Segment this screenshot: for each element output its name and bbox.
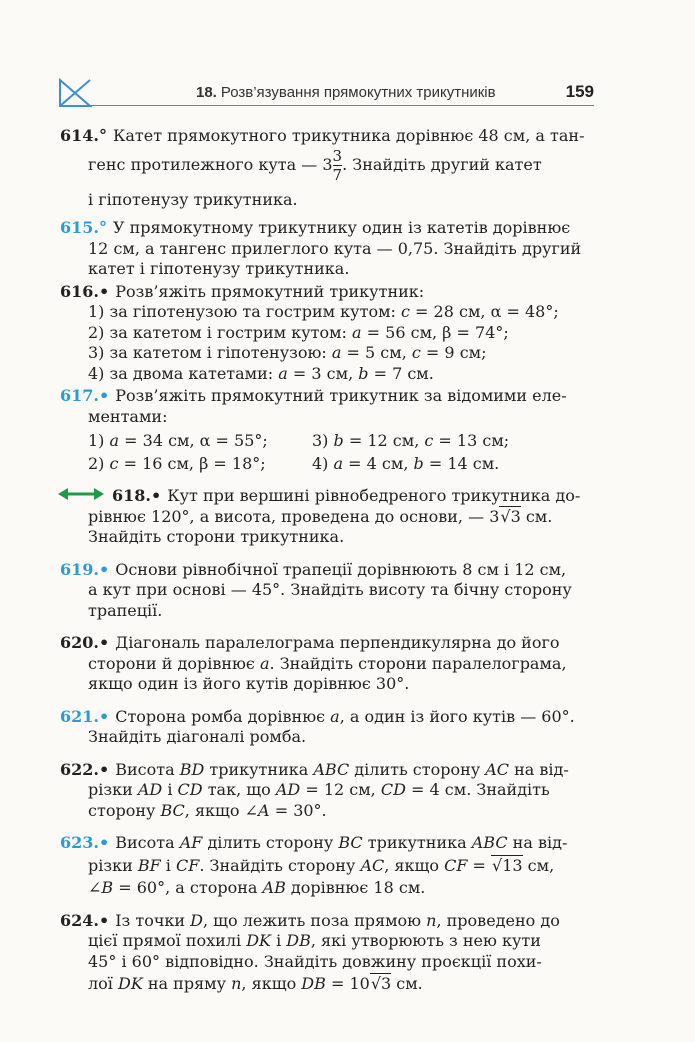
problem-623: 623.• Висота AF ділить сторону BC трикутника ABC на від- різки BF і CF. Знайдіть сторону AC, якщо CF = √13 см, ∠B = 60°, а сторона AB дорівнює 18 см. [60,833,568,897]
problem-624: 624.• Із точки D, що лежить поза прямою n, проведено до цієї прямої похилі DK і DB, які утворюють з нею кути 45° і 60° відповідно. Знайдіть довжину проєкції похи- лої DK на пряму n, якщо DB = 10√3 см. [60,910,560,993]
problem-number: 615.° [60,218,107,237]
problem-615: 615.° У прямокутному трикутнику один із катетів дорівнює 12 см, а тангенс прилеглого кута — 0,75. Знайдіть другий катет і гіпотенузу трикутника. [60,218,582,278]
problem-620: 620.• Діагональ паралелограма перпендикулярна до його сторони й дорівнює a. Знайдіть сторони паралелограма, якщо один із його кутів дорівнює 30°. [60,633,567,693]
problem-number: 624.• [60,910,110,930]
problem-614: 614.° Катет прямокутного трикутника дорівнює 48 см, а тан- генс протилежного кута — 3 $\frac{3}{7}$ . Знайдіть другий катет і гіпотенузу трикутника. [60,126,596,210]
problem-number: 616.• [60,281,110,301]
problem-text: 614.° Катет прямокутного трикутника дорівнює 48 см, а тан- [60,126,585,145]
page-header [58,78,594,112]
problem-number: 622.• [60,759,110,779]
list-item: 4) a = 4 см, b = 14 см. [312,453,500,473]
list-item: 1) за гіпотенузою та гострим кутом: c = 28 см, α = 48°; [88,302,559,321]
problem-number: 614.° [60,126,107,145]
page-number: 159 [565,82,594,101]
header-rule [88,105,594,106]
problem-616: 616.• Розв’яжіть прямокутний трикутник: 1) за гіпотенузою та гострим кутом: c = 28 см, α = 48°; 2) за катетом і гострим кутом: a = 56 см, β = 74°; 3) за катетом і гіпотенузою: a = 5 см, c = 9 см; 4) за двома катетами: a = 3 см, b = 7 см. [60,282,596,385]
double-arrow-icon [58,487,104,501]
list-item: 2) за катетом і гострим кутом: a = 56 см, β = 74°; [88,322,509,342]
list-item: 2) c = 16 см, β = 18°; [88,453,266,473]
list-item: 3) за катетом і гіпотенузою: a = 5 см, c = 9 см; [88,343,487,362]
triangle-logo-icon [58,78,92,108]
problems-list [60,126,596,995]
problem-619: 619.• Основи рівнобічної трапеції дорівнюють 8 см і 12 см, а кут при основі — 45°. Знайдіть висоту та бічну сторону трапеції. [60,559,572,620]
problem-617: 617.• Розв’яжіть прямокутний трикутник за відомими еле- ментами: 1) a = 34 см, α = 55°; 3) b = 12 см, c = 13 см; 2) c = 16 см, β = 18°; 4) a = 4 см, b = 14 см. [60,386,567,473]
problem-621: 621.• Сторона ромба дорівнює a, а один із його кутів — 60°. Знайдіть діагоналі ромба. [60,706,575,746]
list-item: 3) b = 12 см, c = 13 см; [312,431,510,450]
problem-number: 620.• [60,633,110,652]
problem-618: 618.• Кут при вершині рівнобедреного трикутника до- рівнює 120°, а висота, проведена до основи, — 3√3 см. Знайдіть сторони трикутника. [60,486,596,548]
problem-number: 617.• [60,386,110,405]
problem-number: 618.• [112,486,162,505]
problem-number: 619.• [60,559,110,579]
list-item: 1) a = 34 см, α = 55°; [88,431,268,450]
list-item: 4) за двома катетами: a = 3 см, b = 7 см. [88,363,434,383]
problem-number: 623.• [60,833,110,852]
problem-622: 622.• Висота BD трикутника ABC ділить сторону AC на від- різки AD і CD так, що AD = 12 см, CD = 4 см. Знайдіть сторону BC, якщо ∠A = 30°. [60,759,569,820]
problem-number: 621.• [60,706,110,726]
section-title: 18. Розв’язування прямокутних трикутників [196,84,496,101]
